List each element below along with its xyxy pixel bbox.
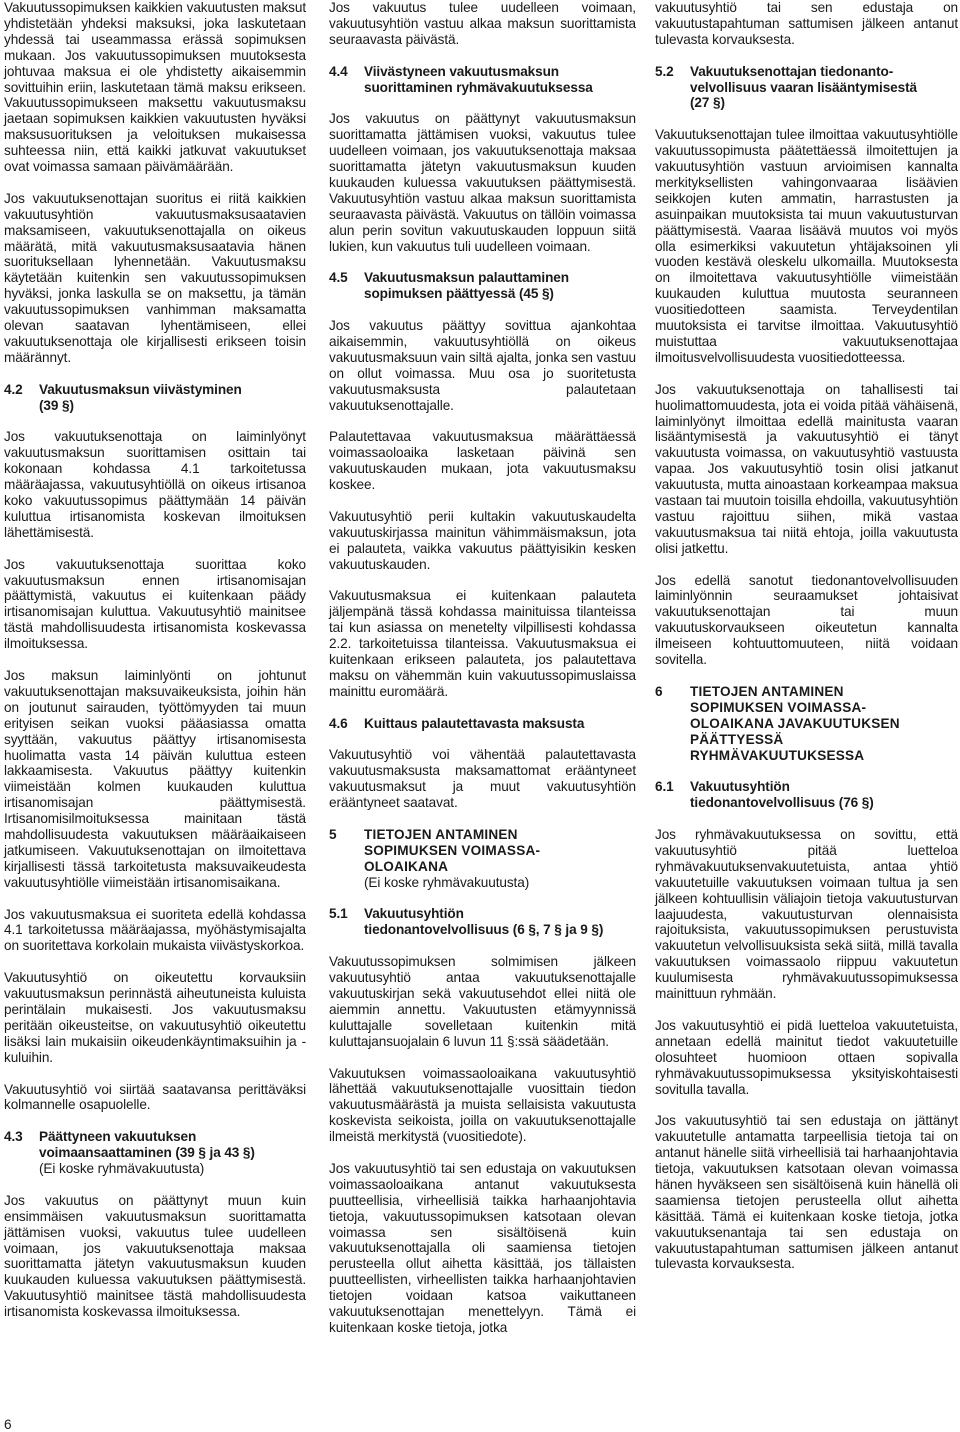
paragraph-reinstatement: Jos vakuutus on päättynyt muun kuin ensimmäisen vakuutusmaksun suorittamatta jättämisen vuoksi, vakuutus tulee uudelleen voimaan, jos vakuutuksenottaja maksaa suorittamatta jätetyn vakuutusmaksun kuuden kuukauden kuluessa vakuutuksen päättymisestä. Vakuutusyhtiö mainitsee tästä mahdollisuudesta irtisanomista koskevassa ilmoituksessa. (4, 1192, 306, 1320)
section-number: 4.3 (4, 1129, 23, 1145)
paragraph-set-off: Vakuutusyhtiö voi vähentää palautettavasta vakuutusmaksusta maksamattomat erääntyneet vakuutusmaksut ja muut vakuutusyhtiön erääntyneet saatavat. (329, 747, 636, 811)
section-title: Viivästyneen vakuutusmaksun suorittaminen ryhmävakuutuksessa (364, 63, 593, 95)
section-title: Vakuutusmaksun palauttaminen sopimuksen päättyessä (45 §) (364, 270, 569, 302)
paragraph-no-refund-cases: Vakuutusmaksua ei kuitenkaan palauteta jäljempänä tässä kohdassa mainituissa tilanteissa tai kun asiassa on menetelty vilpillisesti kohdassa 2.2. tarkoitetuissa tilanteissa. Vakuutusmaksua ei kuitenkaan erikseen palauteta, jos palautettava maksu on vähemmän kuin vakuutussopimuslaissa mainittu euromäärä. (329, 588, 636, 699)
section-heading-5-1 (329, 906, 636, 938)
paragraph-misleading-information: Jos vakuutusyhtiö tai sen edustaja on vakuutuksen voimassaoloaikana antanut vakuutuksesta puutteellisia, virheellisiä taikka harhaanjohtavia tietoja, vakuutussopimuksen katsotaan olevan voimassa sen sisältöisenä kuin vakuutuksenottajalla oli saamiensa tietojen perusteella ollut aihetta käsittää, jos tällaisten puutteellisten, virheellisten taikka harhaanjohtavien tietojen voidaan katsoa vaikuttaneen vakuutuksenottajan menettelyyn. Tämä ei kuitenkaan koske tietoja, jotka (329, 1160, 636, 1335)
section-heading-5 (329, 827, 636, 891)
section-title: Vakuutusyhtiön tiedonantovelvollisuus (76 §) (690, 779, 874, 811)
paragraph-payment-before-termination: Jos vakuutuksenottaja suorittaa koko vakuutusmaksun ennen irtisanomisajan päättymistä, vakuutus ei kuitenkaan päädy irtisanomisajan kuluttua. Vakuutusyhtiö mainitsee tästä mahdollisuudesta irtisanomista koskevassa ilmoituksessa. (4, 556, 306, 652)
section-title: TIETOJEN ANTAMINEN SOPIMUKSEN VOIMASSA- OLOAIKANA JAVAKUUTUKSEN PÄÄTTYESSÄ RYHMÄVAKUUTUKSESSA (690, 683, 900, 763)
paragraph-payment-allocation: Jos vakuutuksenottajan suoritus ei riitä kaikkien vakuutusyhtiön vakuutusmaksusaatavien maksamiseen, vakuutuksenottajalla on oikeus määrätä, mitä vakuutusmaksusaatavia hänen suorituksellaan lyhennetään. Vakuutusmaksu käytetään kuitenkin sen vakuutussopimuksen hyväksi, jonka laskulla se on maksettu, ja tämän vakuutussopimuksen vanhimman maksamatta olevan saatavan lyhentämiseen, ellei vakuutuksenottaja ole kirjallisesti erikseen toisin määrännyt. (4, 190, 306, 365)
section-heading-4-2 (4, 382, 306, 414)
section-subtitle: (Ei koske ryhmävakuutusta) (39, 1161, 205, 1177)
section-number: 6.1 (655, 779, 674, 795)
section-number: 5.1 (329, 906, 348, 922)
paragraph-reinstatement-liability: Jos vakuutus tulee uudelleen voimaan, vakuutusyhtiön vastuu alkaa maksun suorittamista seuraavasta päivästä. (329, 0, 636, 47)
paragraph-policy-documents: Vakuutussopimuksen solmimisen jälkeen vakuutusyhtiö antaa vakuutuksenottajalle vakuutuskirjan sekä vakuutusehdot ellei niitä ole aiemmin annettu. Vakuutusten etämyynnissä kuluttajalle sovelletaan kuitenkin mitä kuluttajansuojalain 6 luvun 11 §:ssä säädetään. (329, 954, 636, 1049)
paragraph-payment-difficulties: Jos maksun laiminlyönti on johtunut vakuutuksenottajan maksuvaikeuksista, joihin hän on joutunut sairauden, työttömyyden tai muun erityisen seikan vuoksi pääasiassa omatta syyttään, vakuutus päättyy irtisanomisesta huolimatta vasta 14 päivän kuluttua esteen lakkaamisesta. Vakuutus päättyy kuitenkin viimeistään kolmen kuukauden kuluttua irtisanomisajan päättymisestä. Irtisanomisilmoituksessa mainitaan tästä mahdollisuudesta vakuutuksen määräaikaiseen jatkumiseen. Vakuutuksenottajan on ilmoitettava kirjallisesti tässä tarkoitetusta maksuvaikeudesta vakuutusyhtiölle viimeistään irtisanomisaikana. (4, 667, 306, 890)
section-title: Vakuutusyhtiön tiedonantovelvollisuus (6 §, 7 § ja 9 §) (364, 906, 604, 938)
paragraph-termination-notice: Jos vakuutuksenottaja on laiminlyönyt vakuutusmaksun suorittamisen osittain tai kokonaan kohdassa 4.1 tarkoitetussa määräajassa, vakuutusyhtiöllä on oikeus irtisanoa koko vakuutussopimus päättymään 14 päivän kuluttua irtisanomista koskevan ilmoituksen lähettämisestä. (4, 429, 306, 540)
section-title: Päättyneen vakuutuksen voimaansaattaminen (39 § ja 43 §) (39, 1129, 255, 1161)
paragraph-group-misleading-info: Jos vakuutusyhtiö tai sen edustaja on jättänyt vakuutetulle antamatta tarpeellisia tietoja tai on antanut hänelle siitä virheellisiä tai harhaanjohtavia tietoja, vakuutuksen katsotaan olevan voimassa hänen hyväkseen sen sisältöisenä kuin hänellä oli saamiensa tietojen perusteella ollut aihetta käsittää. Tämä ei kuitenkaan koske tietoja, jotka vakuutuksenantaja tai sen edustaja on vakuutustapahtuman sattumisen jälkeen antanut tulevasta korvauksesta. (655, 1113, 958, 1272)
column-left (4, 0, 306, 1336)
section-heading-4-5 (329, 270, 636, 302)
section-title-block (364, 827, 636, 891)
paragraph-collection-costs: Vakuutusyhtiö on oikeutettu korvauksiin vakuutusmaksun perinnästä aiheutuneista kuluista perintälain mukaisesti. Jos vakuutusmaksu peritään oikeusteitse, on vakuutusyhtiö oikeutettu lisäksi lain mukaisiin oikeudenkäyntimaksuihin ja -kuluihin. (4, 970, 306, 1065)
section-title: Vakuutusmaksun viivästyminen (39 §) (39, 381, 242, 413)
section-heading-4-4 (329, 64, 636, 96)
section-number: 4.4 (329, 63, 348, 79)
column-right (655, 0, 958, 1288)
section-number: 4.5 (329, 270, 348, 286)
section-subtitle: (Ei koske ryhmävakuutusta) (364, 874, 530, 890)
section-number: 6 (655, 683, 663, 699)
section-heading-4-3 (4, 1129, 306, 1177)
paragraph-increased-risk-duty: Vakuutuksenottajan tulee ilmoittaa vakuutusyhtiölle vakuutussopimusta päätettäessä ilmoitettujen ja vakuutusyhtiön vastuun arvioimisen kannalta merkityksellisten vahingonvaaraa lisäävien seikkojen kuten ammatin, harrastusten ja asuinpaikan muutoksista tai muun vakuutusturvan päättymisestä. Vaaraa lisäävä muutos voi myös olla esimerkiksi vakuutetun yhtäjaksoinen yli vuoden kestävä oleskelu ulkomailla. Muutoksesta on ilmoitettava vakuutusyhtiölle viimeistään kuukauden kuluttua muutosta seuranneen vuositiedotteen saamista. Terveydentilan muutoksista ei tarvitse ilmoittaa. Vakuutusyhtiö muistuttaa vakuutuksenottajaa ilmoitusvelvollisuudesta vuositiedotteessa. (655, 127, 958, 365)
section-number: 5 (329, 826, 337, 842)
paragraph-refund-early-end: Jos vakuutus päättyy sovittua ajankohtaa aikaisemmin, vakuutusyhtiöllä on oikeus vakuutusmaksuun vain siltä ajalta, jonka sen vastuu on ollut voimassa. Muu osa jo suoritetusta vakuutusmaksusta palautetaan vakuutuksenottajalle. (329, 318, 636, 413)
paragraph-group-register-info: Jos ryhmävakuutuksessa on sovittu, että vakuutusyhtiö pitää luetteloa ryhmävakuutuksenvakuutetuista, antaa yhtiö vakuutetuille vakuutuksen voimaan tultua ja sen jälkeen kohtuullisin väliajoin tietoja vakuutusturvan laajuudesta, vakuutusturvan olennaisista rajoituksista, vakuutussopimuksen perustuvista vakuutetun velvollisuuksista sekä siitä, millä tavalla vakuutuksen voimassaolo riippuu vakuutetun kuulumisesta ryhmävakuutussopimuksessa mainittuun ryhmään. (655, 827, 958, 1002)
paragraph-adjustment: Jos edellä sanotut tiedonantovelvollisuuden laiminlyönnin seuraamukset johtaisivat vakuutuksenottajan tai muun vakuutuskorvaukseen oikeutetun kannalta ilmeiseen kohtuuttomuuteen, niitä voidaan sovitella. (655, 572, 958, 668)
section-number: 5.2 (655, 63, 674, 79)
section-heading-6 (655, 684, 958, 764)
section-number: 4.6 (329, 715, 348, 731)
section-title-block (39, 1129, 306, 1177)
section-heading-4-6 (329, 716, 636, 732)
paragraph-annual-notice: Vakuutuksen voimassaoloaikana vakuutusyhtiö lähettää vakuutuksenottajalle vuosittain tiedon vakuutusmäärästä ja muista sellaisista vakuutusta koskevista seikoista, joilla on vakuutuksenottajalle ilmeistä merkitystä (vuositiedote). (329, 1065, 636, 1145)
paragraph-late-interest: Jos vakuutusmaksua ei suoriteta edellä kohdassa 4.1 tarkoitetussa määräajassa, myöhästymisajalta on suoritettava korkolain mukaista viivästyskorkoa. (4, 906, 306, 954)
paragraph-payment-combining: Vakuutussopimuksen kaikkien vakuutusten maksut yhdistetään yhdeksi maksuksi, joka laskutetaan yhdessä tai useammassa erässä sopimuksen mukaan. Jos vakuutussopimuksen muutoksesta johtuvaa maksua ei ole yhdistetty aikaisemmin sovittuihin eriin, laskutetaan tämä maksu erikseen. Vakuutussopimukseen maksettu vakuutusmaksu jaetaan sopimuksen kaikkien vakuutusten hyväksi maksusuorituksen ja veloituksen mukaisessa suhteessa niin, että kaikki jatkuvat vakuutukset ovat voimassa samaan päivämäärään. (4, 0, 306, 175)
paragraph-negligence-consequences: Jos vakuutuksenottaja on tahallisesti tai huolimattomuudesta, jota ei voida pitää vähäisenä, laiminlyönyt ilmoittaa edellä mainitusta vaaran lisääntymisestä ja vakuutusyhtiö ei tänyt vakuutusta voimassa, on vakuutusyhtiö vastuusta vapaa. Jos vakuutusyhtiö tosin olisi jatkanut vakuutusta, mutta ainoastaan korkeampaa maksua vastaan tai muutoin toisilla ehdoilla, vakuutusyhtiön vastuu rajoittuu siihen, mikä vastaa vakuutusmaksua tai niitä ehtoja, joilla vakuutusta olisi jatkettu. (655, 381, 959, 556)
paragraph-transfer-receivables: Vakuutusyhtiö voi siirtää saatavansa perittäväksi kolmannelle osapuolelle. (4, 1081, 306, 1113)
section-title: Vakuutuksenottajan tiedonanto- velvollisuus vaaran lisääntymisestä (27 §) (690, 63, 917, 111)
paragraph-minimum-premium: Vakuutusyhtiö perii kultakin vakuutuskaudelta vakuutuskirjassa mainitun vähimmäismaksun, jota ei palauteta, vaikka vakuutus päättyisikin kesken vakuutuskauden. (329, 508, 636, 572)
section-heading-6-1 (655, 779, 958, 811)
paragraph-group-reinstatement: Jos vakuutus on päättynyt vakuutusmaksun suorittamatta jättämisen vuoksi, vakuutus tulee uudelleen voimaan, jos vakuutuksenottaja maksaa suorittamatta jätetyn vakuutusmaksun kuuden kuukauden kuluessa vakuutuksen päättymisestä. Vakuutusyhtiön vastuu alkaa maksun suorittamista seuraavasta päivästä. Vakuutus on tällöin voimassa alun perin sovitun vakuutuskauden loppuun siitä lukien, kun vakuutus tuli uudelleen voimaan. (329, 111, 636, 254)
column-middle (329, 0, 636, 1352)
paragraph-refund-calculation: Palautettavaa vakuutusmaksua määrättäessä voimassaoloaika lasketaan päivinä sen vakuutuskauden mukaan, jota vakuutusmaksu koskee. (329, 429, 636, 493)
page-number: 6 (4, 1417, 12, 1432)
paragraph-no-register: Jos vakuutusyhtiö ei pidä luetteloa vakuutetuista, annetaan edellä mainitut tiedot vakuutetuille olosuhteet huomioon ottaen sopivalla ryhmävakuutussopimuksessa yksityiskohtaisesti sovitulla tavalla. (655, 1017, 958, 1097)
section-title: Kuittaus palautettavasta maksusta (364, 715, 585, 731)
section-title: TIETOJEN ANTAMINEN SOPIMUKSEN VOIMASSA- OLOAIKANA (364, 826, 541, 874)
section-heading-5-2 (655, 64, 958, 112)
section-number: 4.2 (4, 381, 23, 397)
paragraph-continued-information: vakuutusyhtiö tai sen edustaja on vakuutustapahtuman sattumisen jälkeen antanut tulevasta korvauksesta. (655, 0, 958, 47)
